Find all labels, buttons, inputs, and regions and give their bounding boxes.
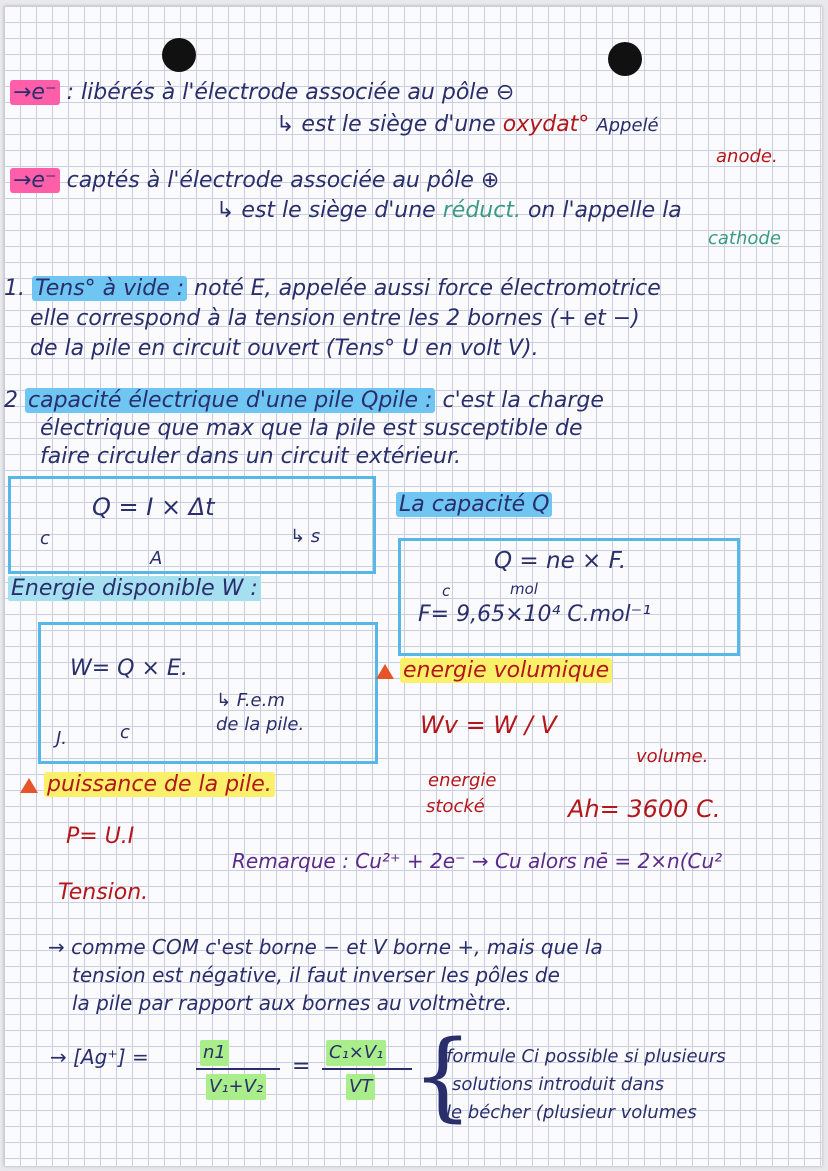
heading-la-capacite bbox=[396, 492, 552, 518]
section-number-1: 1. bbox=[4, 276, 25, 301]
line-energie-heading bbox=[8, 576, 261, 602]
text-note-line2: solutions introduit dans bbox=[452, 1074, 665, 1095]
text-appelle-la: on l'appelle la bbox=[527, 198, 682, 223]
text-capacite-line1: c'est la charge bbox=[442, 388, 604, 413]
text-note-line3: le bécher (plusieur volumes bbox=[446, 1102, 697, 1123]
heading-capacite: capacité électrique d'une pile Qpile : bbox=[25, 388, 435, 413]
heading-energie-volumique: energie volumique bbox=[400, 658, 612, 683]
pink-highlight-e: →e⁻ bbox=[10, 80, 60, 105]
punch-hole-left bbox=[162, 38, 196, 72]
heading-tension-vide: Tens° à vide : bbox=[32, 276, 187, 301]
heading-puissance: puissance de la pile. bbox=[44, 772, 275, 797]
warning-icon bbox=[376, 664, 394, 679]
text-reduction: réduct. bbox=[442, 198, 521, 223]
text-comme-line1: → comme COM c'est borne − et V borne +, mais que la bbox=[48, 935, 603, 959]
formula-box-capacite bbox=[8, 476, 376, 574]
text-comme-line2: tension est négative, il faut inverser les pôles de bbox=[72, 963, 560, 987]
line-energie-volumique bbox=[376, 658, 612, 684]
punch-hole-right bbox=[608, 42, 642, 76]
text-cathode: cathode bbox=[708, 228, 781, 249]
label-energie: energie bbox=[428, 770, 497, 791]
text-note-line1: formule Ci possible si plusieurs bbox=[446, 1046, 726, 1067]
text-capacite-line2: électrique que max que la pile est susceptible de bbox=[40, 416, 583, 441]
label-mol: mol bbox=[510, 580, 538, 598]
section-number-2: 2 bbox=[4, 388, 18, 413]
formula-wv: Wv = W / V bbox=[420, 711, 557, 739]
text-remarque: Remarque : Cu²⁺ + 2e⁻ → Cu alors nē = 2×n(Cu² bbox=[232, 849, 723, 873]
text-capacite-line3: faire circuler dans un circuit extérieur. bbox=[40, 444, 462, 469]
text-tension-line2: elle correspond à la tension entre les 2 bornes (+ et −) bbox=[30, 306, 640, 331]
text-siege-reduction: ↳ est le siège d'une bbox=[216, 198, 436, 223]
formula-ag-eq: = bbox=[292, 1054, 311, 1079]
title-la-capacite: La capacité Q bbox=[396, 492, 552, 517]
formula-ag-num2: C₁×V₁ bbox=[326, 1040, 386, 1066]
text-captes: captés à l'électrode associée au pôle ⊕ bbox=[66, 168, 500, 193]
fraction-line-2 bbox=[322, 1068, 412, 1070]
line-tension-heading bbox=[4, 276, 661, 302]
text-liberes: : libérés à l'électrode associée au pôle ⊖ bbox=[66, 80, 515, 105]
text-anode: anode. bbox=[716, 146, 778, 167]
label-s: ↳ s bbox=[290, 526, 321, 547]
text-appele: Appelé bbox=[596, 115, 659, 136]
label-tension: Tension. bbox=[58, 880, 149, 905]
text-siege-oxydation: ↳ est le siège d'une bbox=[276, 112, 496, 137]
label-volume: volume. bbox=[636, 746, 709, 767]
formula-ag-den1: V₁+V₂ bbox=[206, 1074, 266, 1100]
label-j: J. bbox=[56, 728, 68, 749]
formula-ag-num1: n1 bbox=[200, 1040, 229, 1066]
formula-p-ui: P= U.I bbox=[66, 824, 135, 849]
line-puissance bbox=[20, 772, 275, 798]
label-c: c bbox=[40, 528, 50, 549]
line-capacite-heading bbox=[4, 388, 604, 414]
formula-faraday: F= 9,65×10⁴ C.mol⁻¹ bbox=[418, 602, 652, 627]
label-fem: ↳ F.e.m bbox=[216, 690, 285, 711]
label-c-2: c bbox=[442, 582, 451, 600]
label-stocke: stocké bbox=[426, 796, 485, 817]
formula-q-i-dt: Q = I × Δt bbox=[92, 493, 215, 521]
label-c-3: c bbox=[120, 722, 130, 743]
label-a: A bbox=[150, 548, 163, 569]
heading-energie-disponible: Energie disponible W : bbox=[8, 576, 261, 601]
text-comme-line3: la pile par rapport aux bornes au voltmètre. bbox=[72, 991, 513, 1015]
line-oxydation bbox=[276, 112, 659, 139]
formula-ag-den2: VT bbox=[346, 1074, 375, 1100]
text-tension-line1: noté E, appelée aussi force électromotrice bbox=[194, 276, 661, 301]
formula-ag-lhs: → [Ag⁺] = bbox=[50, 1045, 149, 1069]
curly-brace: { bbox=[412, 1020, 474, 1132]
formula-w-q-e: W= Q × E. bbox=[70, 656, 188, 681]
pink-highlight-e2: →e⁻ bbox=[10, 168, 60, 193]
warning-icon-2 bbox=[20, 778, 38, 793]
line-electrons-liberes bbox=[10, 80, 514, 106]
line-electrons-captes bbox=[10, 168, 499, 194]
label-fem-2: de la pile. bbox=[216, 714, 305, 735]
formula-ah: Ah= 3600 C. bbox=[568, 795, 721, 823]
line-reduction bbox=[216, 198, 682, 224]
text-tension-line3: de la pile en circuit ouvert (Tens° U en volt V). bbox=[30, 336, 539, 361]
formula-box-energie bbox=[38, 622, 378, 764]
formula-q-ne-f: Q = ne × F. bbox=[494, 548, 627, 574]
text-oxydation: oxydat° bbox=[502, 112, 590, 137]
fraction-line-1 bbox=[196, 1068, 280, 1070]
